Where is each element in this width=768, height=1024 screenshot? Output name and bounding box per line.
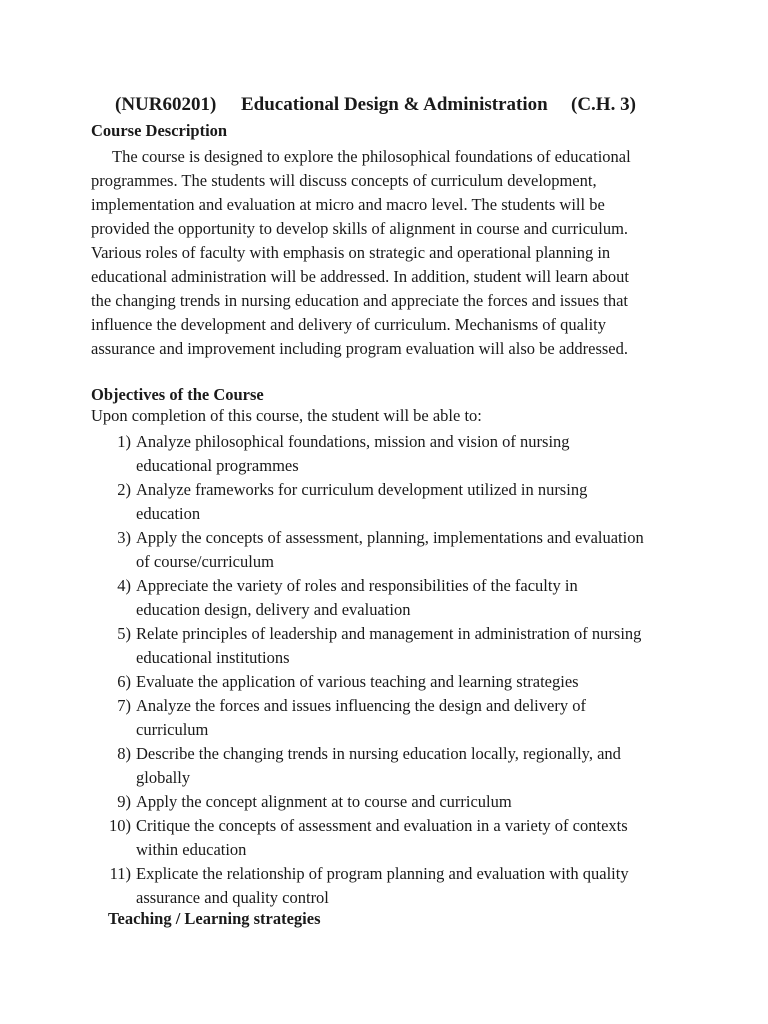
- objectives-intro: Upon completion of this course, the student will be able to:: [91, 406, 482, 425]
- list-item: [91, 478, 691, 526]
- list-item: [91, 814, 691, 862]
- list-item: [91, 670, 691, 694]
- description-line: the changing trends in nursing education and appreciate the forces and issues that: [91, 291, 628, 310]
- item-line: Evaluate the application of various teaching and learning strategies: [136, 672, 579, 691]
- list-item: [91, 694, 691, 742]
- item-line: within education: [136, 840, 247, 859]
- course-description-heading: Course Description: [91, 121, 228, 140]
- item-line: education design, delivery and evaluation: [136, 600, 411, 619]
- item-line: Apply the concept alignment at to course and curriculum: [136, 792, 512, 811]
- item-line: education: [136, 504, 201, 523]
- item-number: 9): [117, 792, 131, 811]
- description-line: educational administration will be addressed. In addition, student will learn about: [91, 267, 629, 286]
- item-line: educational institutions: [136, 648, 290, 667]
- item-line: curriculum: [136, 720, 209, 739]
- list-item: [91, 742, 691, 790]
- list-item: [91, 862, 691, 910]
- description-line: implementation and evaluation at micro and macro level. The students will be: [91, 195, 605, 214]
- description-line: assurance and improvement including program evaluation will also be addressed.: [91, 339, 629, 358]
- item-number: 5): [117, 624, 131, 643]
- item-line: Describe the changing trends in nursing education locally, regionally, and: [136, 744, 621, 763]
- item-number: 3): [117, 528, 131, 547]
- item-line: educational programmes: [136, 456, 299, 475]
- list-item: [91, 526, 691, 574]
- objectives-list: [91, 430, 691, 910]
- description-line: Various roles of faculty with emphasis on strategic and operational planning in: [91, 243, 611, 262]
- item-line: Analyze the forces and issues influencing the design and delivery of: [136, 696, 586, 715]
- list-item: [91, 622, 691, 670]
- item-line: Appreciate the variety of roles and responsibilities of the faculty in: [136, 576, 578, 595]
- item-line: Apply the concepts of assessment, planning, implementations and evaluation: [136, 528, 644, 547]
- item-line: globally: [136, 768, 191, 787]
- course-description-paragraph: [91, 145, 691, 361]
- description-line: The course is designed to explore the philosophical foundations of educational: [112, 147, 631, 166]
- item-line: of course/curriculum: [136, 552, 274, 571]
- description-line: influence the development and delivery of curriculum. Mechanisms of quality: [91, 315, 607, 334]
- item-number: 2): [117, 480, 131, 499]
- credit-hours: (C.H. 3): [571, 94, 636, 115]
- item-line: Explicate the relationship of program planning and evaluation with quality: [136, 864, 629, 883]
- item-number: 7): [117, 696, 131, 715]
- item-line: assurance and quality control: [136, 888, 329, 907]
- description-line: provided the opportunity to develop skills of alignment in course and curriculum.: [91, 219, 629, 238]
- item-number: 10): [109, 816, 131, 835]
- course-code: (NUR60201): [115, 94, 217, 115]
- item-number: 8): [117, 744, 131, 763]
- item-line: Critique the concepts of assessment and evaluation in a variety of contexts: [136, 816, 628, 835]
- item-number: 6): [117, 672, 131, 691]
- course-title: [115, 94, 755, 116]
- list-item: [91, 790, 691, 814]
- teaching-strategies-heading: Teaching / Learning strategies: [108, 909, 321, 928]
- objectives-heading: Objectives of the Course: [91, 385, 264, 404]
- list-item: [91, 574, 691, 622]
- description-line: programmes. The students will discuss concepts of curriculum development,: [91, 171, 597, 190]
- item-line: Analyze frameworks for curriculum development utilized in nursing: [136, 480, 588, 499]
- course-name: Educational Design & Administration: [241, 94, 548, 115]
- item-number: 4): [117, 576, 131, 595]
- item-number: 1): [117, 432, 131, 451]
- list-item: [91, 430, 691, 478]
- item-number: 11): [109, 864, 131, 883]
- item-line: Analyze philosophical foundations, mission and vision of nursing: [136, 432, 570, 451]
- item-line: Relate principles of leadership and management in administration of nursing: [136, 624, 642, 643]
